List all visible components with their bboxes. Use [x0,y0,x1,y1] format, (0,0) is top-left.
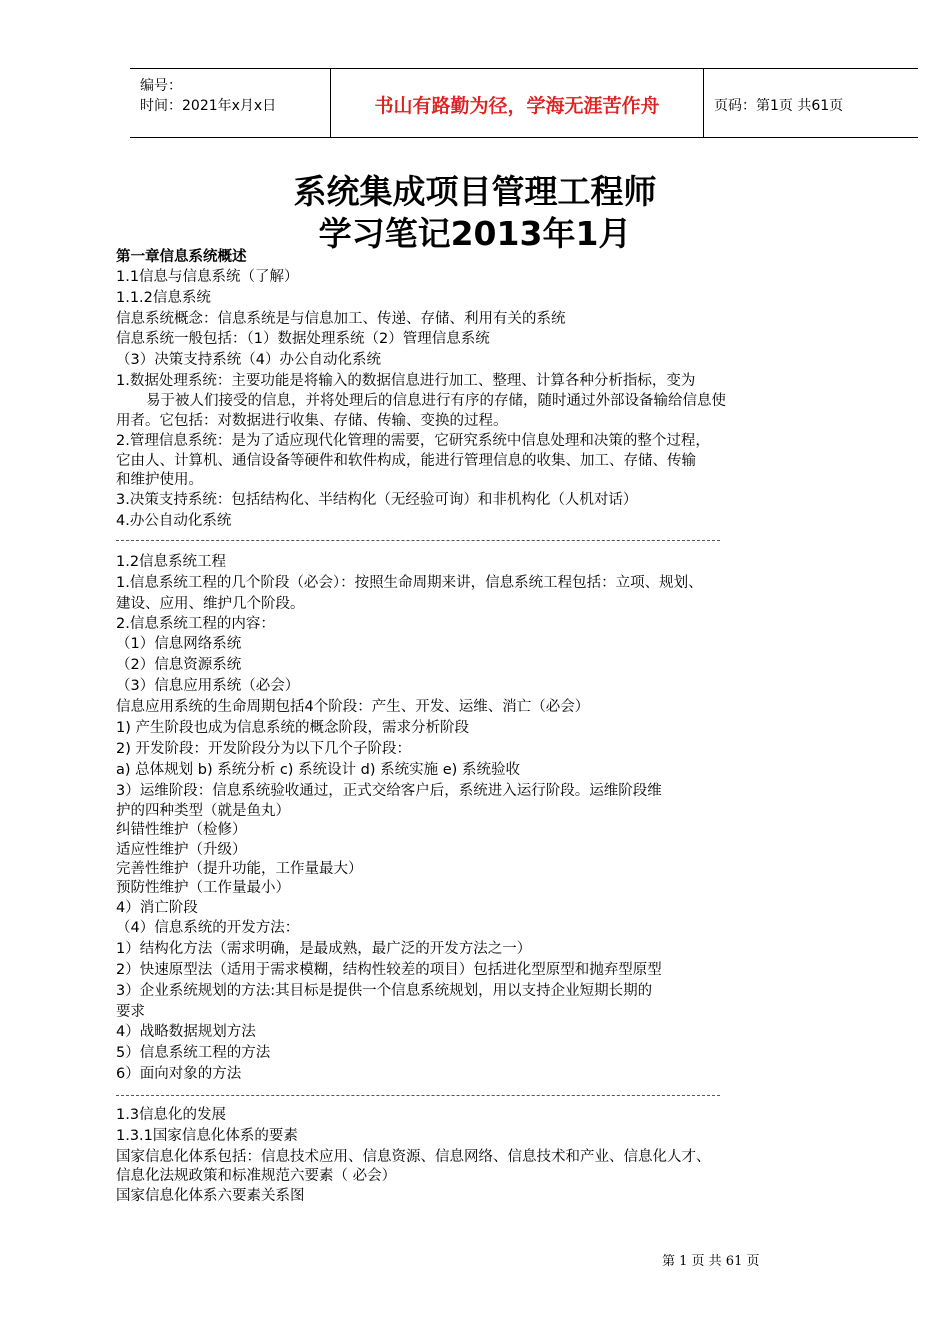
text-line: （1）信息网络系统 [116,636,242,652]
header-table [130,68,918,138]
document-title-line1: 系统集成项目管理工程师 [293,172,657,211]
text-line: 它由人、计算机、通信设备等硬件和软件构成，能进行管理信息的收集、加工、存储、传输 [116,453,696,469]
text-line: 完善性维护（提升功能，工作量最大） [116,861,363,877]
text-line: 信息应用系统的生命周期包括4个阶段：产生、开发、运维、消亡（必会） [116,699,590,715]
text-line: 和维护使用。 [116,472,203,488]
text-line: 1.信息系统工程的几个阶段（必会）：按照生命周期来讲，信息系统工程包括：立项、规划、 [116,575,703,591]
text-line: 要求 [116,1004,145,1020]
header-meta-cell [130,69,331,137]
header-page-cell [704,69,918,137]
text-line: （4）信息系统的开发方法： [116,920,300,936]
text-line: 用者。它包括：对数据进行收集、存储、传输、变换的过程。 [116,413,508,429]
text-line: 信息系统概念：信息系统是与信息加工、传递、存储、利用有关的系统 [116,311,566,327]
text-line: 4）战略数据规划方法 [116,1024,256,1040]
text-line: 6）面向对象的方法 [116,1066,242,1082]
text-line: 国家信息化体系六要素关系图 [116,1188,305,1204]
text-line: 国家信息化体系包括：信息技术应用、信息资源、信息网络、信息技术和产业、信息化人才、 [116,1149,711,1165]
text-line: 护的四种类型（就是鱼丸） [116,803,290,819]
text-line: 适应性维护（升级） [116,842,247,858]
text-line: 建设、应用、维护几个阶段。 [116,596,305,612]
header-page-info: 页码：第1页 共61页 [714,98,844,114]
text-line: 2.信息系统工程的内容： [116,616,275,632]
chapter-heading: 第一章信息系统概述 [116,249,247,265]
document-number-label: 编号： [140,78,182,94]
text-line: 2）快速原型法（适用于需求模糊，结构性较差的项目）包括进化型原型和抛弃型原型 [116,962,662,978]
text-line: （3）信息应用系统（必会） [116,678,300,694]
section-divider [116,540,720,541]
subsection-heading: 1.1.2信息系统 [116,290,211,306]
section-divider [116,1095,720,1096]
page-footer: 第 1 页 共 61 页 [662,1254,760,1269]
text-line: 3.决策支持系统：包括结构化、半结构化（无经验可询）和非机构化（人机对话） [116,492,638,508]
text-line: 信息系统一般包括：（1）数据处理系统（2）管理信息系统 [116,331,490,347]
text-line: 4.办公自动化系统 [116,513,232,529]
text-line: 4）消亡阶段 [116,900,198,916]
text-line: 2) 开发阶段：开发阶段分为以下几个子阶段： [116,741,411,757]
text-line: 1) 产生阶段也成为信息系统的概念阶段，需求分析阶段 [116,720,469,736]
text-line: 纠错性维护（检修） [116,822,247,838]
header-motto-cell [331,69,704,137]
text-line: 1.数据处理系统：主要功能是将输入的数据信息进行加工、整理、计算各种分析指标，变为 [116,373,696,389]
section-heading: 1.1信息与信息系统（了解） [116,269,299,285]
text-line: （3）决策支持系统（4）办公自动化系统 [116,352,381,368]
header-motto: 书山有路勤为径，学海无涯苦作舟 [374,95,660,117]
text-line: 预防性维护（工作量最小） [116,880,290,896]
text-line: 3）企业系统规划的方法:其目标是提供一个信息系统规划，用以支持企业短期长期的 [116,983,653,999]
document-title-line2: 学习笔记2013年1月 [318,214,632,253]
text-line: 3）运维阶段：信息系统验收通过，正式交给客户后，系统进入运行阶段。运维阶段维 [116,783,662,799]
section-heading: 1.2信息系统工程 [116,554,227,570]
text-line: 1）结构化方法（需求明确，是最成熟，最广泛的开发方法之一） [116,941,532,957]
text-line: 2.管理信息系统：是为了适应现代化管理的需要，它研究系统中信息处理和决策的整个过程， [116,433,710,449]
subsection-heading: 1.3.1国家信息化体系的要素 [116,1128,298,1144]
document-time-label: 时间：2021年x月x日 [140,98,277,114]
text-line: 5）信息系统工程的方法 [116,1045,271,1061]
text-line: 易于被人们接受的信息，并将处理后的信息进行有序的存储，随时通过外部设备输给信息使 [146,393,726,409]
text-line: a) 总体规划 b) 系统分析 c) 系统设计 d) 系统实施 e) 系统验收 [116,762,520,778]
section-heading: 1.3信息化的发展 [116,1107,227,1123]
text-line: （2）信息资源系统 [116,657,242,673]
text-line: 信息化法规政策和标准规范六要素（ 必会） [116,1168,397,1184]
